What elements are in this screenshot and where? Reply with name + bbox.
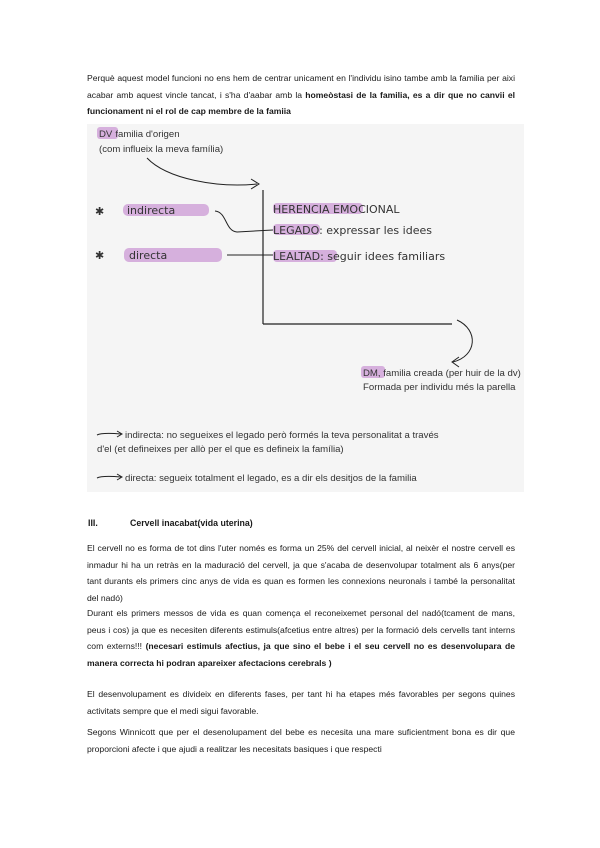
intro-tail: , es a dir que no canvii el funcionament ni el rol de cap membre de la famiia — [87, 89, 516, 116]
note-arrow-1 — [97, 433, 121, 435]
paragraph-2-text: Durant els primers messos de vida es quan comença el reconeixemet personal del nadó(tcament de mans, peus i cos) ja que es necesiten diferents estimuls(afcetius entre altres) per la formació dels cervells tant interns com externs!!! — [87, 608, 515, 651]
intro-text: Perquè aquest model funcioni no ens hem de centrar unicament en l'individu isino tambe amb la familia per aixi acabar amb aquest vincle tancat, i s'ha d'aabar amb la — [87, 73, 515, 100]
section-number: III. — [88, 518, 98, 528]
lealtad-word: LEALTAD — [273, 250, 321, 263]
dm-label: , familia creada (per huir de la dv) — [377, 368, 521, 379]
intro-paragraph — [87, 70, 515, 120]
note-directa: directa: segueix totalment el legado, es a dir els desitjos de la familia — [125, 473, 417, 484]
paragraph-2-bold: (necesari estimuls afectius, ja que sino el bebe i el seu cervell no es desenvolupara de manera correcta hi podran apareixer afectacions cerebrals ) — [87, 641, 516, 668]
dv-abbrev: DV — [99, 129, 113, 140]
lealtad-desc: : seguir idees familiars — [320, 250, 446, 263]
herencia-label: HERENCIA EMOCIONAL — [273, 203, 400, 216]
diagram-figure — [87, 124, 524, 492]
legado-label — [273, 224, 432, 237]
lealtad-label — [273, 250, 445, 263]
star-icon-2: ✱ — [95, 249, 105, 262]
note-arrow-2 — [97, 476, 121, 478]
note-indirecta-1: indirecta: no segueixes el legado però formés la teva personalitat a través — [125, 430, 439, 441]
dv-arrow — [147, 158, 257, 185]
note-indirecta-2: d'el (et defineixes per allò per el que es defineix la família) — [97, 444, 344, 455]
section-title: Cervell inacabat(vida uterina) — [130, 518, 253, 528]
paragraph-2 — [87, 605, 515, 671]
indirecta-bracket — [215, 211, 273, 232]
paragraph-3: El desenvolupament es divideix en diferents fases, per tant hi ha etapes més favorables per segons quines activitats sempre que el medi sigui favorable. — [87, 689, 515, 716]
left-indirecta: indirecta — [127, 204, 176, 217]
left-directa: directa — [129, 249, 168, 262]
intro-bold: homeòstasi de la familia — [305, 89, 408, 100]
star-icon-1: ✱ — [95, 205, 105, 218]
legado-word: LEGADO — [273, 224, 320, 237]
dm-abbrev: DM — [363, 368, 378, 379]
paragraph-4: Segons Winnicott que per el desenolupament del bebe es necesita una mare suficientment bona es dir que proporcioni afecte i que ajudi a realitzar les necesitats basiques i que respecti — [87, 727, 515, 754]
svg-text:DVfamilia d'origen — [99, 129, 180, 140]
dm-arrow — [453, 320, 472, 362]
svg-text:DM, familia creada (per huir d — [363, 368, 521, 379]
section-heading — [88, 518, 253, 528]
dm-sub: Formada per individu més la parella — [363, 382, 516, 393]
dv-label: familia d'origen — [115, 129, 180, 140]
legado-desc: : expressar les idees — [319, 224, 432, 237]
diagram-svg — [87, 124, 524, 492]
paragraph-1: El cervell no es forma de tot dins l'uter només es forma un 25% del cervell inicial, al neixèr el nostre cervell es inmadur hi ha un retràs en la maduració del cervell, ja que s'acaba de desenvolupar totalment als 6 anys(per tant durants els primers cinc anys de vida es quan es formen les connexions neuronals i també la personalitat del nadó) — [87, 543, 515, 603]
dv-sub: (com influeix la meva família) — [99, 144, 224, 155]
